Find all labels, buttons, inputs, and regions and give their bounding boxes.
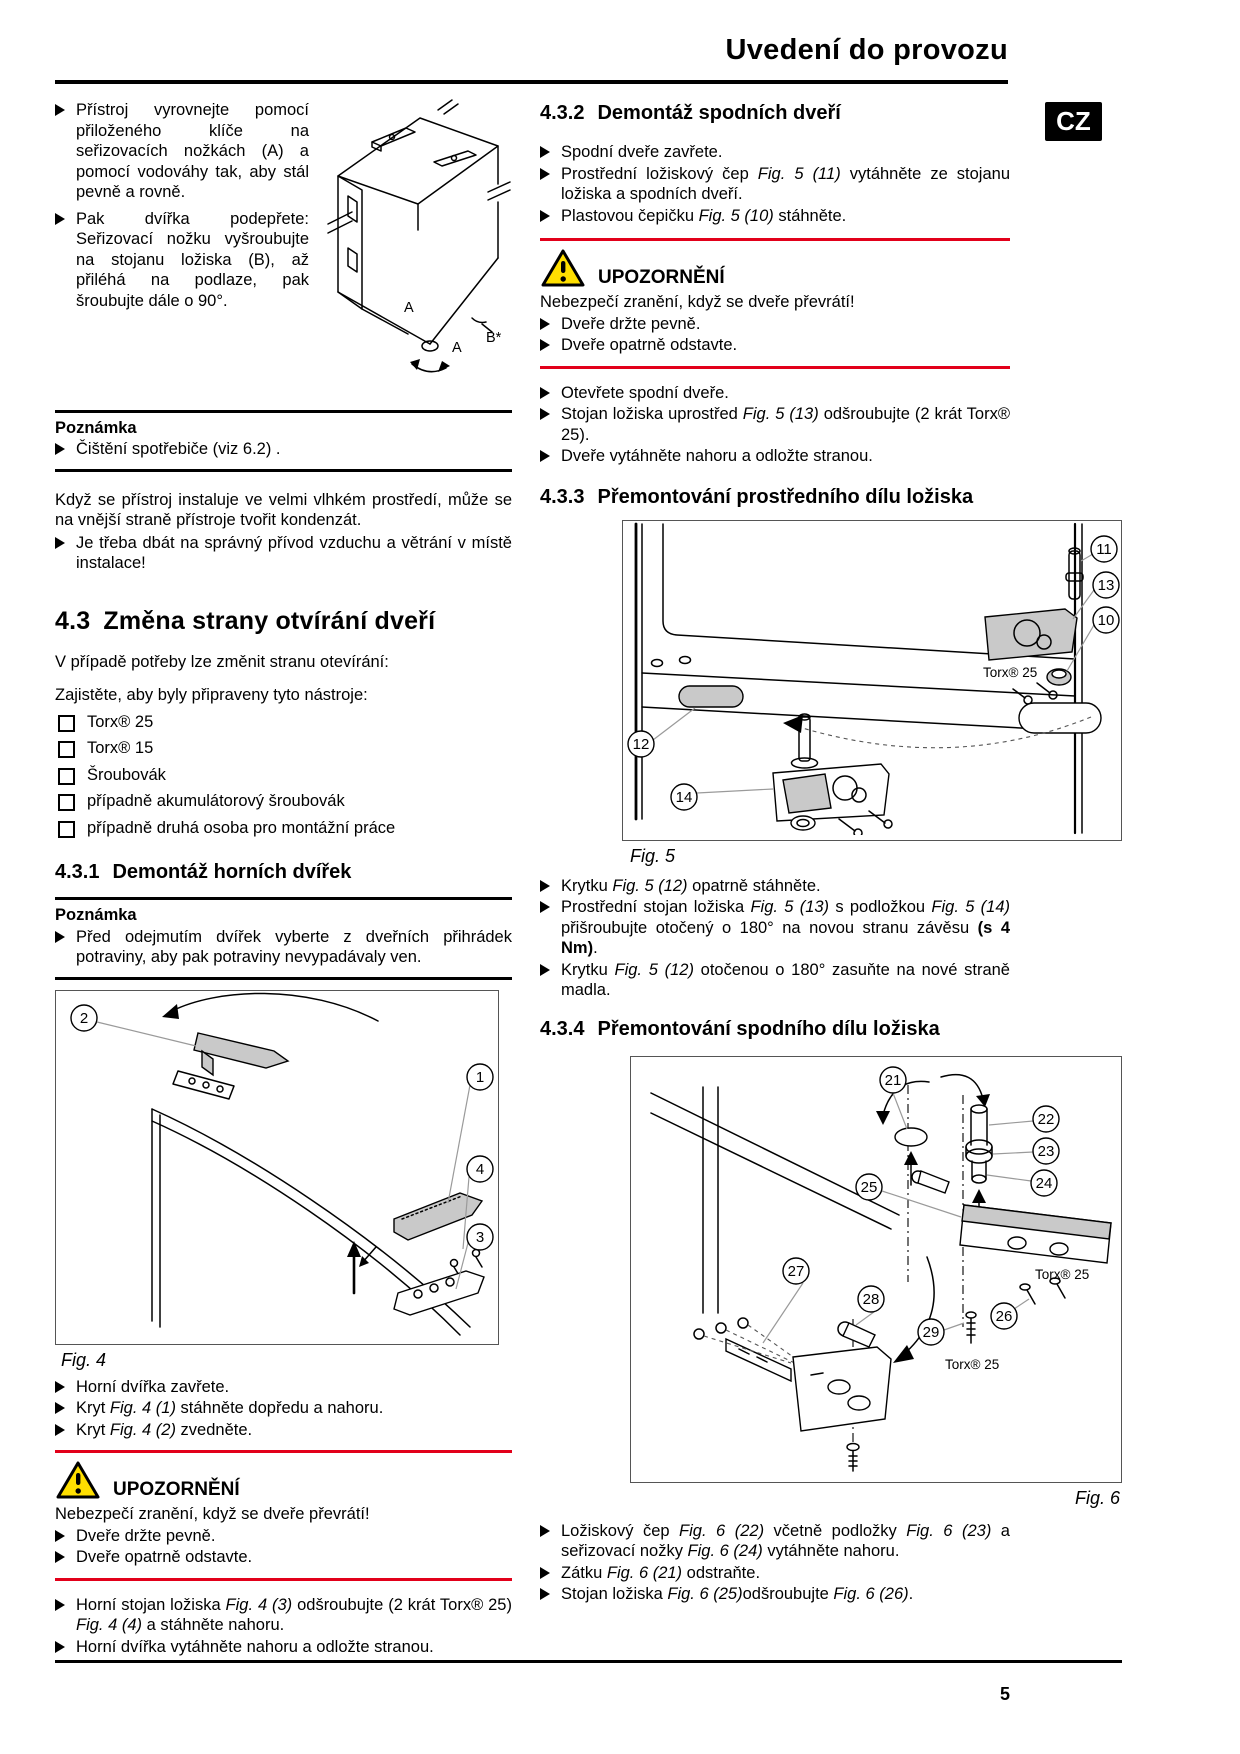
instruction-bullet: Plastovou čepičku Fig. 5 (10) stáhněte.	[540, 206, 1010, 227]
svg-text:13: 13	[1097, 576, 1115, 594]
left-column	[55, 96, 512, 1657]
callout-13	[1093, 572, 1119, 598]
bullet-arrow-icon	[55, 1637, 76, 1658]
svg-text:3: 3	[475, 1228, 485, 1246]
tool-checklist-item: Šroubovák	[55, 765, 512, 786]
instruction-bullet: Krytku Fig. 5 (12) otočenou o 180° zasuňte na nové straně madla.	[540, 960, 1010, 1001]
section-heading-4-3-4: 4.3.4 Přemontování spodního dílu ložiska	[540, 1017, 940, 1040]
bullet-arrow-icon	[540, 876, 561, 897]
callout-4	[467, 1156, 493, 1182]
bullet-arrow-icon	[55, 1420, 76, 1441]
svg-text:4: 4	[475, 1160, 485, 1178]
figure-setup	[322, 96, 512, 394]
svg-text:12: 12	[632, 735, 650, 753]
note-box	[55, 410, 512, 472]
instruction-bullet: Kryt Fig. 4 (1) stáhněte dopředu a nahoru.	[55, 1398, 512, 1419]
torx-label: Torx® 25	[1035, 1266, 1090, 1282]
instruction-bullet: Horní dvířka zavřete.	[55, 1377, 512, 1398]
bullet-arrow-icon	[55, 100, 76, 203]
instruction-bullet: Dveře vytáhněte nahoru a odložte stranou.	[540, 446, 1010, 467]
bullet-arrow-icon	[55, 1526, 76, 1547]
bullet-arrow-icon	[540, 335, 561, 356]
bullet-arrow-icon	[55, 1377, 76, 1398]
note-title: Poznámka	[55, 418, 137, 437]
label-a: A	[452, 340, 462, 356]
section-heading-4-3-1: 4.3.1 Demontáž horních dvířek	[55, 861, 352, 883]
page-header-title: Uvedení do provozu	[725, 34, 1008, 66]
svg-text:10: 10	[1097, 611, 1115, 629]
figure-4-caption: Fig. 4	[61, 1350, 107, 1370]
bullet-arrow-icon	[540, 206, 561, 227]
instruction-bullet: Otevřete spodní dveře.	[540, 383, 1010, 404]
figure-4	[55, 990, 499, 1346]
svg-text:25: 25	[860, 1178, 878, 1196]
bullet-arrow-icon	[540, 1584, 561, 1605]
warning-title: UPOZORNĚNÍ	[598, 266, 725, 288]
tool-checklist-item: případně akumulátorový šroubovák	[55, 791, 512, 812]
tool-checklist	[55, 712, 512, 839]
instruction-bullet: Před odejmutím dvířek vyberte z dveřních přihrádek potraviny, aby pak potraviny nevypadávaly ven.	[55, 927, 512, 968]
bullet-arrow-icon	[55, 1595, 76, 1636]
bullet-arrow-icon	[55, 439, 76, 460]
instruction-bullet: Prostřední stojan ložiska Fig. 5 (13) s podložkou Fig. 5 (14) přišroubujte otočený o 180° na novou stranu závěsu (s 4 Nm).	[540, 897, 1010, 959]
bullet-arrow-icon	[540, 142, 561, 163]
callout-26	[991, 1303, 1017, 1329]
callout-3	[467, 1224, 493, 1250]
checkbox-icon	[58, 821, 75, 838]
svg-text:14: 14	[675, 788, 693, 806]
bullet-arrow-icon	[55, 1398, 76, 1419]
checkbox-icon	[58, 715, 75, 732]
warning-title: UPOZORNĚNÍ	[113, 1478, 240, 1500]
callout-21	[880, 1067, 906, 1093]
instruction-bullet: Dveře držte pevně.	[55, 1526, 512, 1547]
svg-text:27: 27	[787, 1262, 805, 1280]
bullet-arrow-icon	[540, 164, 561, 205]
bullet-arrow-icon	[55, 533, 76, 574]
callout-1	[467, 1064, 493, 1090]
checkbox-icon	[58, 794, 75, 811]
torx-label: Torx® 25	[945, 1356, 1000, 1372]
instruction-bullet: Stojan ložiska uprostřed Fig. 5 (13) odšroubujte (2 krát Torx® 25).	[540, 404, 1010, 445]
instruction-bullet: Čištění spotřebiče (viz 6.2) .	[55, 439, 512, 460]
tools-intro: Zajistěte, aby byly připraveny tyto nástroje:	[55, 686, 368, 704]
section-heading-4-3: 4.3 Změna strany otvírání dveří	[55, 606, 436, 635]
instruction-bullet: Prostřední ložiskový čep Fig. 5 (11) vytáhněte ze stojanu ložiska a spodních dveří.	[540, 164, 1010, 205]
svg-text:29: 29	[922, 1323, 940, 1341]
bullet-arrow-icon	[540, 897, 561, 959]
checkbox-icon	[58, 768, 75, 785]
warning-triangle-icon	[55, 1460, 101, 1501]
callout-25	[856, 1174, 882, 1200]
svg-text:23: 23	[1037, 1142, 1055, 1160]
callout-29	[918, 1319, 944, 1345]
page-number: 5	[999, 1684, 1010, 1704]
instruction-bullet: Pak dvířka podepřete: Seřizovací nožku vyšroubujte na stojanu ložiska (B), až přiléhá na podlaze, pak šroubujte dále o 90°.	[55, 209, 309, 312]
callout-28	[858, 1286, 884, 1312]
intro-section	[55, 96, 512, 394]
callout-22	[1033, 1106, 1059, 1132]
label-b: B*	[486, 330, 502, 346]
bullet-arrow-icon	[55, 927, 76, 968]
figure-5	[622, 520, 1122, 842]
footer-rule	[55, 1660, 1122, 1663]
tool-checklist-item: Torx® 15	[55, 738, 512, 759]
bullet-arrow-icon	[540, 404, 561, 445]
bullet-arrow-icon	[540, 1563, 561, 1584]
label-a: A	[404, 300, 414, 316]
tool-checklist-item: případně druhá osoba pro montážní práce	[55, 818, 512, 839]
instruction-bullet: Ložiskový čep Fig. 6 (22) včetně podložky Fig. 6 (23) a seřizovací nožky Fig. 6 (24) vytáhněte nahoru.	[540, 1521, 1010, 1562]
figure-6	[630, 1056, 1122, 1484]
checkbox-icon	[58, 741, 75, 758]
callout-27	[783, 1258, 809, 1284]
svg-text:2: 2	[79, 1009, 89, 1027]
warning-risk: Nebezpečí zranění, když se dveře převrátí!	[55, 1505, 370, 1523]
callout-2	[71, 1005, 97, 1031]
warning-box	[540, 238, 1010, 369]
instruction-bullet: Přístroj vyrovnejte pomocí přiloženého klíče na seřizovacích nožkách (A) a pomocí vodováhy tak, aby stál pevně a rovně.	[55, 100, 309, 203]
callout-10	[1093, 607, 1119, 633]
section-heading-4-3-2: 4.3.2 Demontáž spodních dveří	[540, 102, 841, 124]
note-box	[55, 897, 512, 980]
callout-23	[1033, 1138, 1059, 1164]
svg-text:24: 24	[1035, 1174, 1053, 1192]
warning-box	[55, 1450, 512, 1581]
instruction-bullet: Krytku Fig. 5 (12) opatrně stáhněte.	[540, 876, 1010, 897]
svg-text:28: 28	[862, 1290, 880, 1308]
callout-14	[671, 784, 697, 810]
instruction-b: Kryt Fig. 4 (2) zvedněte.	[55, 1420, 512, 1441]
instruction-bullet: Zátku Fig. 6 (21) odstraňte.	[540, 1563, 1010, 1584]
svg-text:22: 22	[1037, 1110, 1055, 1128]
instruction-bullet: Horní dvířka vytáhněte nahoru a odložte stranou.	[55, 1637, 512, 1658]
callout-11	[1091, 536, 1117, 562]
instruction-bullet: Je třeba dbát na správný přívod vzduchu a větrání v místě instalace!	[55, 533, 512, 574]
language-badge: CZ	[1045, 102, 1102, 141]
instruction-bullet: Dveře opatrně odstavte.	[540, 335, 1010, 356]
svg-text:26: 26	[995, 1307, 1013, 1325]
torx-label: Torx® 25	[983, 664, 1038, 680]
bullet-arrow-icon	[540, 383, 561, 404]
figure-6-caption: Fig. 6	[1074, 1488, 1120, 1508]
bullet-arrow-icon	[55, 1547, 76, 1568]
warning-risk: Nebezpečí zranění, když se dveře převrátí!	[540, 293, 855, 311]
note-title: Poznámka	[55, 906, 137, 924]
instruction-bullet: Dveře opatrně odstavte.	[55, 1547, 512, 1568]
bullet-arrow-icon	[540, 1521, 561, 1562]
svg-text:21: 21	[884, 1071, 902, 1089]
figure-5-caption: Fig. 5	[630, 846, 676, 866]
bullet-arrow-icon	[540, 314, 561, 335]
bullet-arrow-icon	[540, 960, 561, 1001]
callout-12	[628, 731, 654, 757]
section-heading-4-3-3: 4.3.3 Přemontování prostředního dílu ložiska	[540, 485, 974, 508]
header-rule	[55, 80, 1008, 84]
tool-checklist-item: Torx® 25	[55, 712, 512, 733]
humidity-paragraph: Když se přístroj instaluje ve velmi vlhkém prostředí, může se na vnější straně přístroje tvořit kondenzát.	[55, 490, 512, 529]
callout-24	[1031, 1170, 1057, 1196]
bullet-arrow-icon	[540, 446, 561, 467]
warning-triangle-icon	[540, 248, 586, 289]
instruction-bullet: Stojan ložiska Fig. 6 (25)odšroubujte Fig. 6 (26).	[540, 1584, 1010, 1605]
svg-text:11: 11	[1096, 540, 1112, 558]
instruction-bullet: Dveře držte pevně.	[540, 314, 1010, 335]
instruction-bullet: Spodní dveře zavřete.	[540, 142, 1010, 163]
bullet-arrow-icon	[55, 209, 76, 312]
instruction-bullet: Horní stojan ložiska Fig. 4 (3) odšroubujte (2 krát Torx® 25) Fig. 4 (4) a stáhněte nahoru.	[55, 1595, 512, 1636]
change-side-intro: V případě potřeby lze změnit stranu otevírání:	[55, 652, 389, 671]
svg-text:1: 1	[475, 1068, 485, 1086]
